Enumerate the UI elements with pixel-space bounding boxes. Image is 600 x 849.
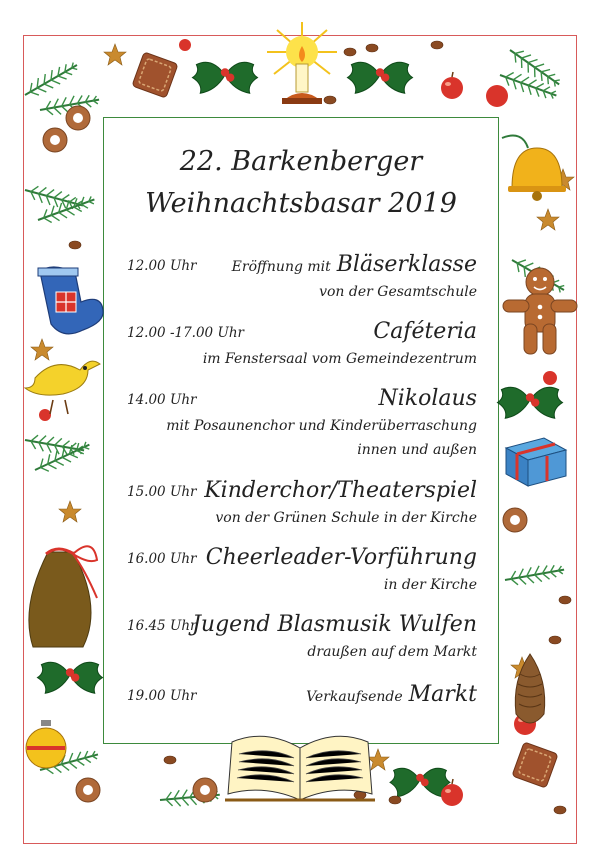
- open-book-icon: [225, 728, 375, 808]
- pine-cone-icon: [510, 650, 550, 730]
- mitten-icon: [30, 262, 110, 342]
- entry-time: 15.00 Uhr: [127, 484, 197, 500]
- entry-detail: mit Posaunenchor und Kinderüberraschung: [166, 418, 477, 434]
- title-line-2: Weihnachtsbasar 2019: [145, 188, 457, 219]
- entry-headline-line: [306, 682, 477, 707]
- entry-headline-line: [373, 319, 477, 344]
- entry-headline: Kinderchor/Theaterspiel: [204, 478, 477, 503]
- entry-detail: draußen auf dem Markt: [307, 644, 477, 660]
- bell-icon: [492, 128, 562, 208]
- entry-time: 16.45 Uhr: [127, 618, 197, 634]
- ornament-icon: [22, 718, 72, 778]
- entry-headline: Markt: [408, 682, 477, 707]
- sack-icon: [18, 532, 108, 652]
- entry-detail: im Fenstersaal vom Gemeindezentrum: [202, 351, 477, 367]
- entry-prefix: Eröffnung mit: [231, 259, 331, 275]
- entry-headline-line: [192, 612, 477, 637]
- entry-headline: Caféteria: [373, 319, 477, 344]
- entry-time: 12.00 Uhr: [127, 258, 197, 274]
- entry-time: 16.00 Uhr: [127, 551, 197, 567]
- entry-time: 19.00 Uhr: [127, 688, 197, 704]
- entry-time: 12.00 -17.00 Uhr: [127, 325, 244, 341]
- entry-headline: Cheerleader-Vorführung: [205, 545, 477, 570]
- bird-icon: [15, 348, 107, 418]
- entry-detail: von der Gesamtschule: [319, 284, 477, 300]
- gingerbread-man-icon: [500, 262, 580, 362]
- entry-detail: in der Kirche: [383, 577, 477, 593]
- entry-headline: Jugend Blasmusik Wulfen: [192, 612, 477, 637]
- entry-headline-line: [206, 545, 477, 570]
- entry-headline: Nikolaus: [378, 386, 477, 411]
- entry-headline-line: [232, 252, 477, 277]
- entry-time: 14.00 Uhr: [127, 392, 197, 408]
- entry-headline-line: [379, 386, 477, 411]
- entry-prefix: Verkaufsende: [306, 689, 403, 705]
- entry-detail: von der Grünen Schule in der Kirche: [215, 510, 477, 526]
- entry-detail: innen und außen: [357, 442, 477, 458]
- gift-box-icon: [500, 428, 570, 488]
- entry-headline-line: [204, 478, 477, 503]
- candle-icon: [262, 22, 342, 112]
- entry-headline: Bläserklasse: [336, 252, 477, 277]
- title-line-1: 22. Barkenberger: [179, 146, 423, 177]
